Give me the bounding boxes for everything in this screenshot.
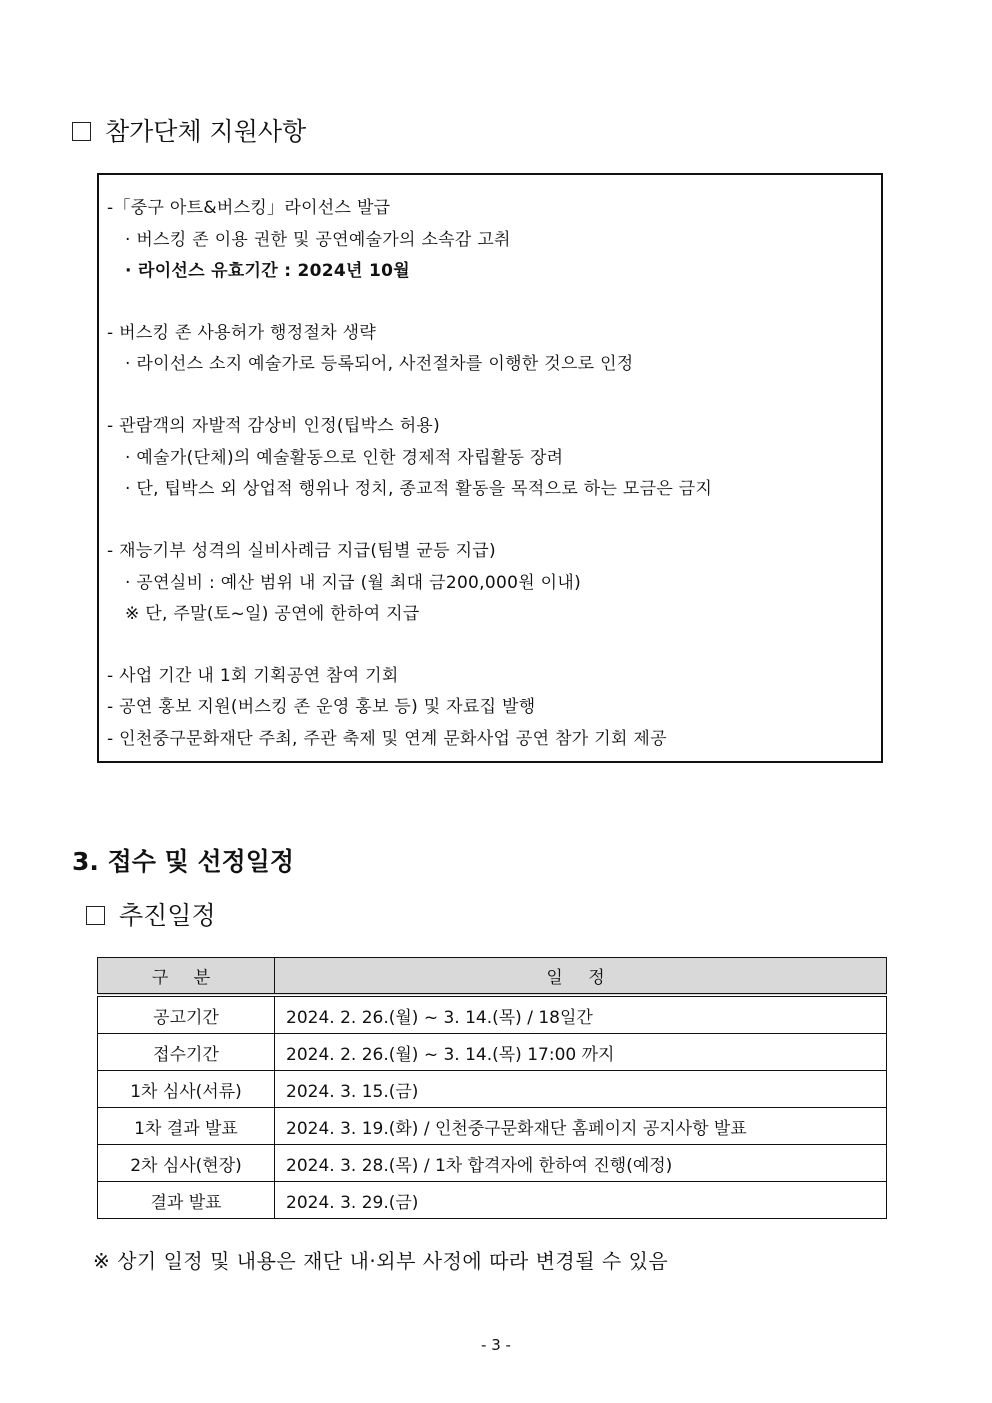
support-heading-text: 참가단체 지원사항 [105,117,307,146]
support-line: ※ 단, 주말(토~일) 공연에 한하여 지급 [125,604,420,624]
table-row [98,1071,887,1108]
support-line: · 버스킹 존 이용 권한 및 공연예술가의 소속감 고취 [125,230,511,250]
support-box [97,173,883,763]
table-row [98,1034,887,1071]
support-line: · 단, 팁박스 외 상업적 행위나 정치, 종교적 활동을 목적으로 하는 모금은 금지 [125,479,713,499]
schedule-heading-text: 추진일정 [119,901,216,930]
row-category: 공고기간 [98,995,275,1034]
support-line: - 관람객의 자발적 감상비 인정(팁박스 허용) [107,416,441,436]
row-schedule: 2024. 2. 26.(월) ~ 3. 14.(목) 17:00 까지 [275,1034,887,1071]
support-line: - 버스킹 존 사용허가 행정절차 생략 [107,323,377,343]
schedule-table [97,957,887,1219]
support-line: - 인천중구문화재단 주최, 주관 축제 및 연계 문화사업 공연 참가 기회 제공 [107,729,667,749]
row-category: 접수기간 [98,1034,275,1071]
support-line: · 라이선스 유효기간 : 2024년 10월 [125,261,410,281]
row-schedule: 2024. 3. 15.(금) [275,1071,887,1108]
support-line: · 공연실비 : 예산 범위 내 지급 (월 최대 금200,000원 이내) [125,573,582,593]
schedule-note: ※ 상기 일정 및 내용은 재단 내·외부 사정에 따라 변경될 수 있음 [93,1249,669,1273]
support-heading [72,112,306,148]
page-number: - 3 - [481,1336,511,1354]
row-category: 1차 결과 발표 [98,1108,275,1145]
row-category: 결과 발표 [98,1182,275,1219]
table-row [98,1108,887,1145]
row-category: 1차 심사(서류) [98,1071,275,1108]
checkbox-icon [86,906,105,925]
schedule-heading [86,896,216,932]
row-schedule: 2024. 2. 26.(월) ~ 3. 14.(목) / 18일간 [275,995,887,1034]
row-schedule: 2024. 3. 19.(화) / 인천중구문화재단 홈페이지 공지사항 발표 [275,1108,887,1145]
table-row [98,995,887,1034]
section-title: 3. 접수 및 선정일정 [72,847,295,876]
support-line: - 공연 홍보 지원(버스킹 존 운영 홍보 등) 및 자료집 발행 [107,697,536,717]
row-schedule: 2024. 3. 28.(목) / 1차 합격자에 한하여 진행(예정) [275,1145,887,1182]
table-row [98,1182,887,1219]
row-schedule: 2024. 3. 29.(금) [275,1182,887,1219]
column-header-schedule: 일 정 [275,958,887,996]
column-header-category: 구 분 [98,958,275,996]
support-line: - 재능기부 성격의 실비사례금 지급(팀별 균등 지급) [107,541,496,561]
table-row [98,1145,887,1182]
table-header-row [98,958,887,996]
support-line: · 라이선스 소지 예술가로 등록되어, 사전절차를 이행한 것으로 인정 [125,354,634,374]
support-line: · 예술가(단체)의 예술활동으로 인한 경제적 자립활동 장려 [125,448,564,468]
support-line: - 사업 기간 내 1회 기획공연 참여 기회 [107,666,399,686]
row-category: 2차 심사(현장) [98,1145,275,1182]
support-line: -「중구 아트&버스킹」라이선스 발급 [107,198,391,218]
checkbox-icon [72,122,91,141]
